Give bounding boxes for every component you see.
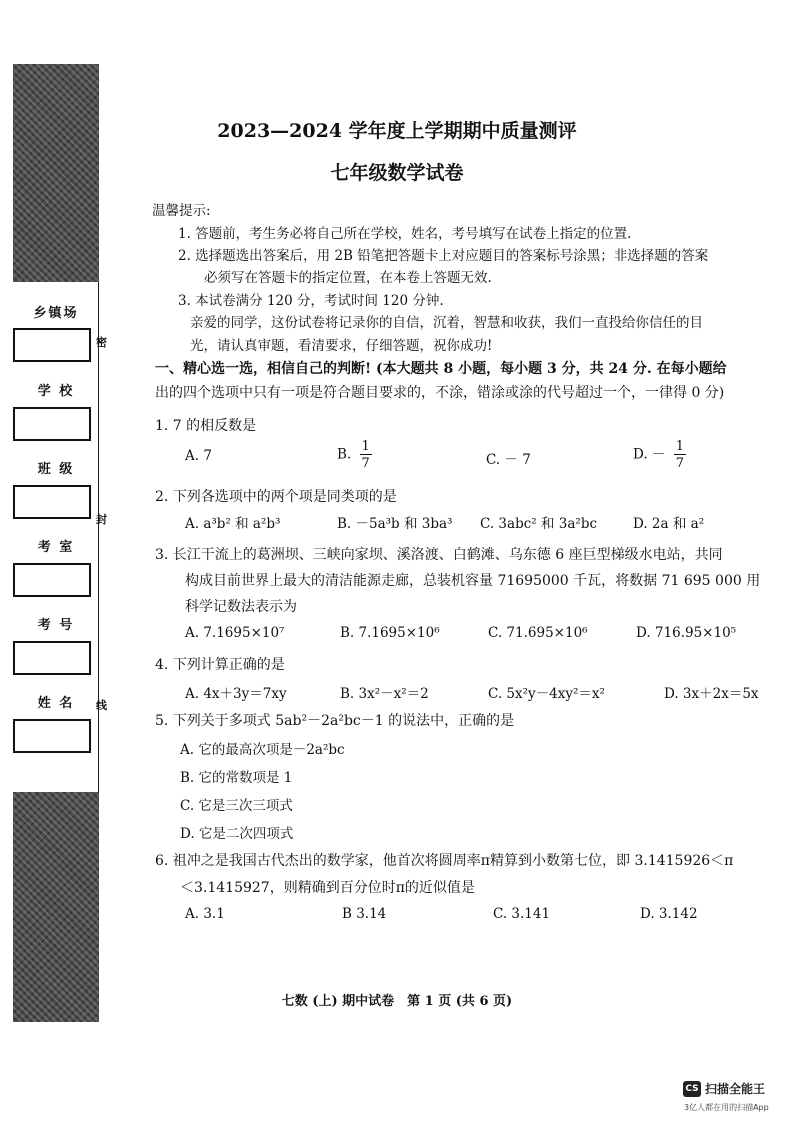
question-6-stem: 6. 祖冲之是我国古代杰出的数学家，他首次将圆周率π精算到小数第七位，即 3.1415926＜π [155, 853, 734, 869]
tips-line: 光，请认真审题，看清要求，仔细答题，祝你成功! [190, 338, 493, 354]
q1-option-c[interactable]: C. － 7 [486, 452, 531, 468]
field-label-school: 学 校 [37, 384, 75, 399]
q1-option-b-label: B. [337, 446, 352, 463]
q5-option-d[interactable]: D. 它是二次四项式 [180, 826, 294, 842]
field-label-room: 考 室 [37, 540, 75, 555]
q2-option-d[interactable]: D. 2a 和 a² [633, 516, 705, 532]
q3-option-b[interactable]: B. 7.1695×10⁶ [340, 625, 440, 641]
q1-option-b[interactable] [337, 440, 372, 470]
section-heading: 一、精心选一选，相信自己的判断! (本大题共 8 小题，每小题 3 分，共 24 分. 在每小题给 [155, 361, 727, 377]
field-label-name: 姓 名 [37, 696, 75, 711]
q2-option-a[interactable]: A. a³b² 和 a²b³ [185, 516, 281, 532]
binding-stripe-bottom [13, 792, 99, 1022]
question-4-stem: 4. 下列计算正确的是 [155, 657, 285, 673]
q1-option-d-fraction [674, 440, 686, 470]
scanner-tagline: 3亿人都在用的扫描App [684, 1103, 769, 1112]
scanner-app-name: 扫描全能王 [705, 1082, 766, 1096]
q6-option-a[interactable]: A. 3.1 [185, 906, 225, 922]
field-label-class: 班 级 [37, 462, 75, 477]
exam-subtitle: 七年级数学试卷 [330, 162, 464, 184]
field-label-town: 乡镇场 [33, 306, 79, 321]
field-box-school[interactable] [13, 407, 91, 441]
field-label-number: 考 号 [37, 618, 75, 633]
fraction-denominator: 7 [361, 456, 370, 471]
question-2-stem: 2. 下列各选项中的两个项是同类项的是 [155, 489, 397, 505]
scanner-watermark [683, 1080, 765, 1097]
q5-option-c[interactable]: C. 它是三次三项式 [180, 798, 293, 814]
fraction-numerator: 1 [675, 439, 685, 454]
fraction-numerator: 1 [361, 439, 370, 454]
tips-line: 必须写在答题卡的指定位置，在本卷上答题无效. [204, 270, 492, 286]
q4-option-d[interactable]: D. 3x＋2x＝5x [664, 686, 759, 702]
q3-option-d[interactable]: D. 716.95×10⁵ [636, 625, 737, 641]
q1-option-d-label: D. － [633, 446, 666, 463]
seal-char-xian: 线 [96, 699, 107, 712]
tips-line: 1. 答题前，考生务必将自己所在学校，姓名，考号填写在试卷上指定的位置. [178, 226, 632, 242]
binding-line [98, 282, 99, 792]
tips-line: 亲爱的同学，这份试卷将记录你的自信，沉着，智慧和收获，我们一直投给你信任的目 [190, 315, 703, 331]
page-footer: 七数 (上) 期中试卷 第 1 页 (共 6 页) [281, 994, 513, 1009]
q6-option-b[interactable]: B 3.14 [342, 906, 387, 922]
q2-option-c[interactable]: C. 3abc² 和 3a²bc [480, 516, 598, 532]
q1-option-b-fraction [360, 440, 372, 470]
field-box-name[interactable] [13, 719, 91, 753]
q3-option-a[interactable]: A. 7.1695×10⁷ [185, 625, 285, 641]
field-box-class[interactable] [13, 485, 91, 519]
exam-title: 2023—2024 学年度上学期期中质量测评 [217, 120, 577, 142]
q4-option-b[interactable]: B. 3x²－x²＝2 [340, 686, 429, 702]
q3-option-c[interactable]: C. 71.695×10⁶ [488, 625, 588, 641]
q4-option-a[interactable]: A. 4x＋3y＝7xy [185, 686, 287, 702]
section-heading-cont: 出的四个选项中只有一项是符合题目要求的，不涂，错涂或涂的代号超过一个，一律得 0 分) [155, 385, 725, 401]
question-1-stem: 1. 7 的相反数是 [155, 418, 257, 434]
q1-option-d[interactable] [633, 440, 686, 470]
question-3-stem-cont: 构成目前世界上最大的清洁能源走廊，总装机容量 71695000 千瓦，将数据 71 695 000 用 [185, 573, 761, 589]
tips-line: 3. 本试卷满分 120 分，考试时间 120 分钟. [178, 293, 444, 309]
question-3-stem: 3. 长江干流上的葛洲坝、三峡向家坝、溪洛渡、白鹤滩、乌东德 6 座巨型梯级水电站，共同 [155, 547, 723, 563]
tips-heading: 温馨提示: [152, 203, 211, 219]
q6-option-d[interactable]: D. 3.142 [640, 906, 698, 922]
q5-option-a[interactable]: A. 它的最高次项是－2a²bc [180, 742, 345, 758]
scanner-logo-icon: CS [683, 1081, 701, 1097]
question-6-stem-cont: ＜3.1415927，则精确到百分位时π的近似值是 [180, 880, 475, 896]
q5-option-b[interactable]: B. 它的常数项是 1 [180, 770, 293, 786]
seal-char-feng: 封 [96, 513, 107, 526]
q1-option-a[interactable]: A. 7 [185, 448, 212, 464]
field-box-number[interactable] [13, 641, 91, 675]
q6-option-c[interactable]: C. 3.141 [493, 906, 551, 922]
question-5-stem: 5. 下列关于多项式 5ab²－2a²bc－1 的说法中，正确的是 [155, 713, 515, 729]
q4-option-c[interactable]: C. 5x²y－4xy²＝x² [488, 686, 605, 702]
seal-char-mi: 密 [96, 336, 107, 349]
field-box-town[interactable] [13, 328, 91, 362]
field-box-room[interactable] [13, 563, 91, 597]
question-3-stem-cont: 科学记数法表示为 [185, 599, 297, 615]
tips-line: 2. 选择题选出答案后，用 2B 铅笔把答题卡上对应题目的答案标号涂黑；非选择题的答案 [178, 248, 709, 264]
fraction-denominator: 7 [675, 456, 685, 471]
q2-option-b[interactable]: B. －5a³b 和 3ba³ [337, 516, 453, 532]
